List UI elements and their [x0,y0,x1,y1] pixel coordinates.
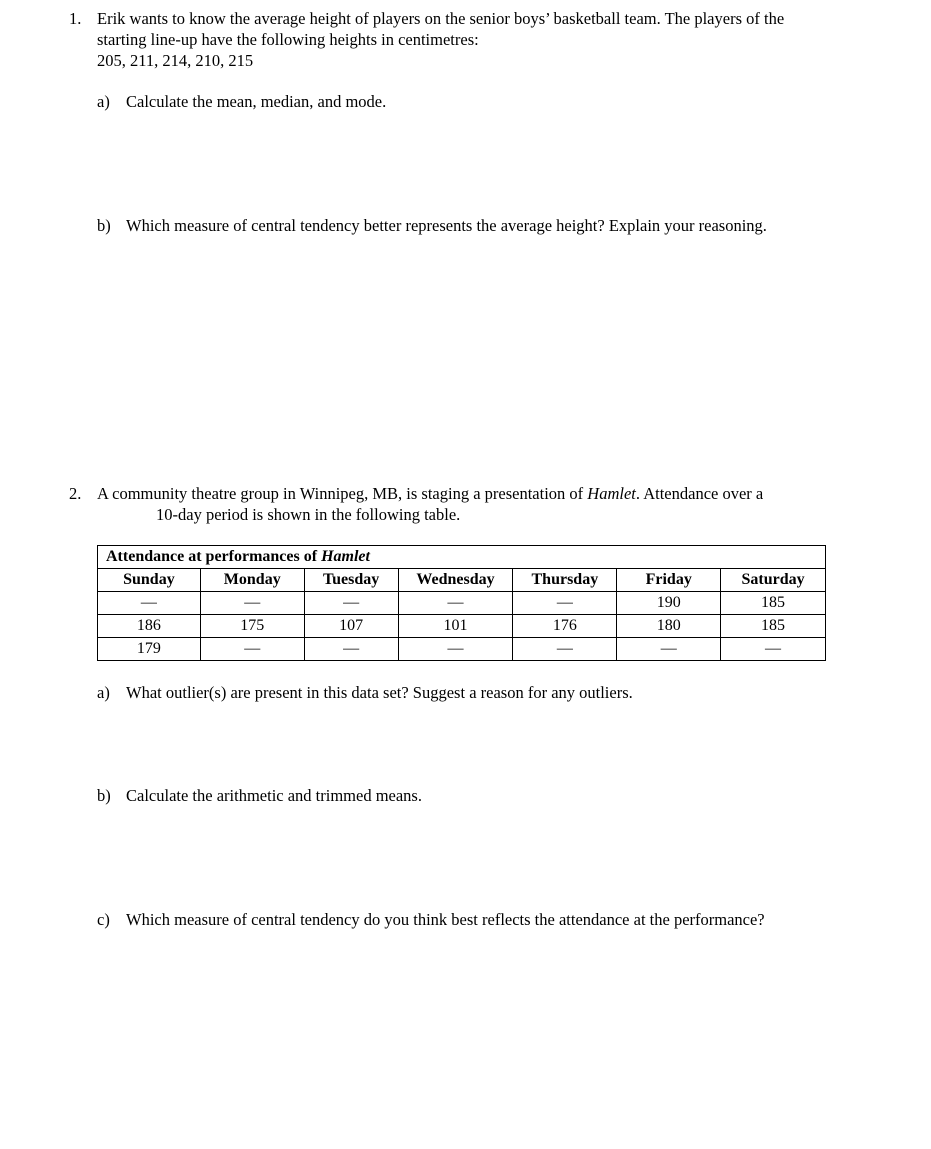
table-cell: 186 [98,615,201,638]
question-2c-text: Which measure of central tendency do you think best reflects the attendance at the performance? [126,910,765,929]
column-header-wednesday: Wednesday [398,569,513,592]
question-2-line-1-post: . Attendance over a [635,484,764,503]
question-2-number: 2. [69,484,82,503]
table-row [98,638,826,661]
question-1a-letter: a) [97,92,110,111]
table-cell: — [398,638,513,661]
question-2-line-1-pre: A community theatre group in Winnipeg, MB, is staging a presentation of [97,484,588,503]
question-1-number: 1. [69,9,82,28]
table-row [98,615,826,638]
table-cell: 101 [398,615,513,638]
question-2a [97,682,633,703]
question-2-line-1 [97,483,857,504]
table-header-row [98,569,826,592]
table-cell: — [513,638,617,661]
question-1a-text: Calculate the mean, median, and mode. [126,92,387,111]
table-cell: 185 [721,592,826,615]
table-cell: 180 [617,615,721,638]
table-caption [98,546,826,569]
column-header-saturday: Saturday [721,569,826,592]
question-2b [97,785,422,806]
table-cell: — [513,592,617,615]
question-1-heights: 205, 211, 214, 210, 215 [97,51,254,70]
question-2a-text: What outlier(s) are present in this data set? Suggest a reason for any outliers. [126,683,633,702]
question-2b-text: Calculate the arithmetic and trimmed means. [126,786,422,805]
question-1b-letter: b) [97,216,111,235]
table-caption-title: Hamlet [321,548,370,565]
table-cell: 179 [98,638,201,661]
column-header-tuesday: Tuesday [304,569,398,592]
question-1-line-2: starting line-up have the following heights in centimetres: [97,30,479,49]
table-cell: — [98,592,201,615]
column-header-thursday: Thursday [513,569,617,592]
attendance-table [97,545,826,661]
question-2a-letter: a) [97,683,110,702]
table-cell: — [398,592,513,615]
table-caption-row [98,546,826,569]
question-1b-text: Which measure of central tendency better represents the average height? Explain your reasoning. [126,216,767,235]
question-2b-letter: b) [97,786,111,805]
table-cell: — [304,592,398,615]
question-1a [97,91,386,112]
table-cell: — [304,638,398,661]
table-cell: — [617,638,721,661]
table-cell: — [721,638,826,661]
column-header-friday: Friday [617,569,721,592]
column-header-sunday: Sunday [98,569,201,592]
column-header-monday: Monday [200,569,304,592]
question-1-line-1: Erik wants to know the average height of players on the senior boys’ basketball team. The players of the [97,9,785,28]
table-cell: 176 [513,615,617,638]
table-cell: 107 [304,615,398,638]
table-cell: — [200,592,304,615]
question-2-text [97,483,857,525]
question-2-play-title: Hamlet [587,484,636,503]
table-cell: 190 [617,592,721,615]
table-caption-pre: Attendance at performances of [106,548,322,565]
table-cell: — [200,638,304,661]
table-cell: 175 [200,615,304,638]
question-2c-letter: c) [97,910,110,929]
table-cell: 185 [721,615,826,638]
question-2c [97,909,765,930]
question-1-text [97,8,857,71]
question-2-line-2: 10-day period is shown in the following table. [156,505,461,524]
question-1b [97,215,767,236]
table-row [98,592,826,615]
